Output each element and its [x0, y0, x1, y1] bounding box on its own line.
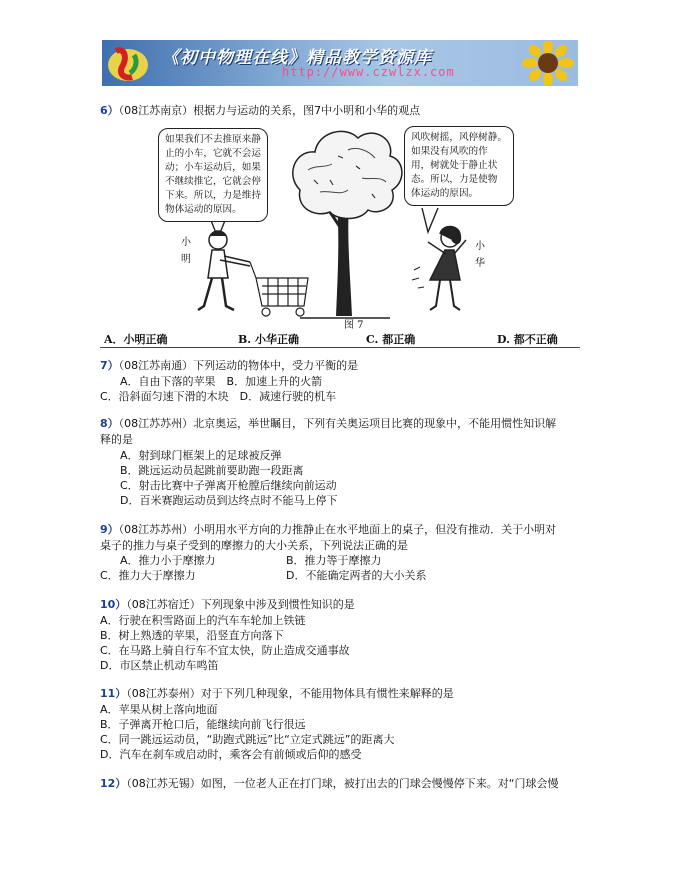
banner-url[interactable]: http://www.czwlzx.com [282, 65, 455, 79]
header-banner [102, 40, 578, 86]
question-10-stem [100, 597, 355, 613]
question-number: 10） [100, 598, 127, 611]
question-text: （08江苏宿迁）下列现象中涉及到惯性知识的是 [126, 598, 355, 611]
question-number: 6） [100, 104, 119, 117]
question-text: （08江苏苏州）小明用水平方向的力推静止在水平地面上的桌子，但没有推动．关于小明对 [118, 523, 557, 536]
label-xiaoming: 小明 [181, 237, 191, 265]
q9-option-a: A．推力小于摩擦力 [120, 554, 216, 567]
q6-option-d: D. 都不正确 [497, 333, 558, 346]
figure-7 [100, 120, 580, 338]
q9-option-d: D．不能确定两者的大小关系 [286, 569, 427, 582]
sunflower-icon [520, 41, 576, 85]
banner-title: 《初中物理在线》精品教学资源库 [162, 48, 432, 68]
q7-options-line-1: A．自由下落的苹果 B．加速上升的火箭 [120, 375, 323, 388]
question-8-stem [100, 416, 556, 432]
q10-option-b: B．树上熟透的苹果，沿竖直方向落下 [100, 629, 284, 642]
q8-option-d: D．百米赛跑运动员到达终点时不能马上停下 [120, 494, 338, 507]
speech-bubble-xiaoming: 如果我们不去推原来静 止的小车，它就不会运 动；小车运动后，如果 不继续推它，它就会停 下来。所以，力是维持 物体运动的原因。 [158, 128, 268, 222]
q9-option-c: C．推力大于摩擦力 [100, 569, 196, 582]
question-12-stem [100, 776, 559, 792]
q6-option-b: B. 小华正确 [238, 333, 299, 346]
q8-option-b: B．跳远运动员起跳前要助跑一段距离 [120, 464, 304, 477]
question-number: 12） [100, 777, 127, 790]
q6-option-a: A．小明正确 [104, 333, 168, 346]
tree-icon [293, 131, 402, 318]
question-8-stem-cont: 释的是 [100, 433, 133, 446]
question-text: （08江苏泰州）对于下列几种现象，不能用物体具有惯性来解释的是 [126, 687, 454, 700]
q10-option-d: D．市区禁止机动车鸣笛 [100, 659, 219, 672]
question-text: （08江苏无锡）如图，一位老人正在打门球，被打出去的门球会慢慢停下来。对“门球会慢 [126, 777, 559, 790]
q7-options-line-2: C．沿斜面匀速下滑的木块 D．减速行驶的机车 [100, 390, 337, 403]
q10-option-c: C．在马路上骑自行车不宜太快，防止造成交通事故 [100, 644, 350, 657]
question-11-stem [100, 686, 454, 702]
cart-icon [250, 262, 308, 316]
q9-option-b: B．推力等于摩擦力 [286, 554, 382, 567]
question-text: （08江苏苏州）北京奥运，举世瞩目，下列有关奥运项目比赛的现象中，不能用惯性知识解 [118, 417, 557, 430]
q10-option-a: A．行驶在积雪路面上的汽车车轮加上铁链 [100, 614, 306, 627]
q6-option-c: C. 都正确 [366, 333, 416, 346]
question-number: 8） [100, 417, 119, 430]
q11-option-a: A．苹果从树上落向地面 [100, 703, 218, 716]
divider [100, 347, 580, 348]
question-text: （08江苏南京）根据力与运动的关系，图7中小明和小华的观点 [118, 104, 421, 117]
question-9-stem [100, 522, 556, 538]
question-number: 11） [100, 687, 127, 700]
label-xiaohua: 小华 [475, 241, 485, 269]
speech-bubble-xiaohua: 风吹树摇，风停树静。 如果没有风吹的作 用，树就处于静止状 态。所以，力是使物 体运动的原因。 [404, 126, 514, 206]
q11-option-d: D．汽车在刹车或启动时，乘客会有前倾或后仰的感受 [100, 748, 362, 761]
question-6-stem [100, 103, 420, 119]
question-9-stem-cont: 桌子的推力与桌子受到的摩擦力的大小关系，下列说法正确的是 [100, 539, 408, 552]
q11-option-b: B．子弹离开枪口后，能继续向前飞行很远 [100, 718, 306, 731]
question-7-stem [100, 358, 358, 374]
q11-option-c: C．同一跳远运动员，“助跑式跳远”比“立定式跳远”的距离大 [100, 733, 395, 746]
q8-option-a: A．射到球门框架上的足球被反弹 [120, 449, 282, 462]
question-number: 7） [100, 359, 119, 372]
question-text: （08江苏南通）下列运动的物体中，受力平衡的是 [118, 359, 359, 372]
xiaohua-figure [412, 227, 466, 311]
xiaoming-figure [198, 231, 250, 310]
q8-option-c: C．射击比赛中子弹离开枪膛后继续向前运动 [120, 479, 337, 492]
question-number: 9） [100, 523, 119, 536]
logo-icon [106, 43, 150, 83]
figure-caption: 图 7 [344, 320, 364, 331]
